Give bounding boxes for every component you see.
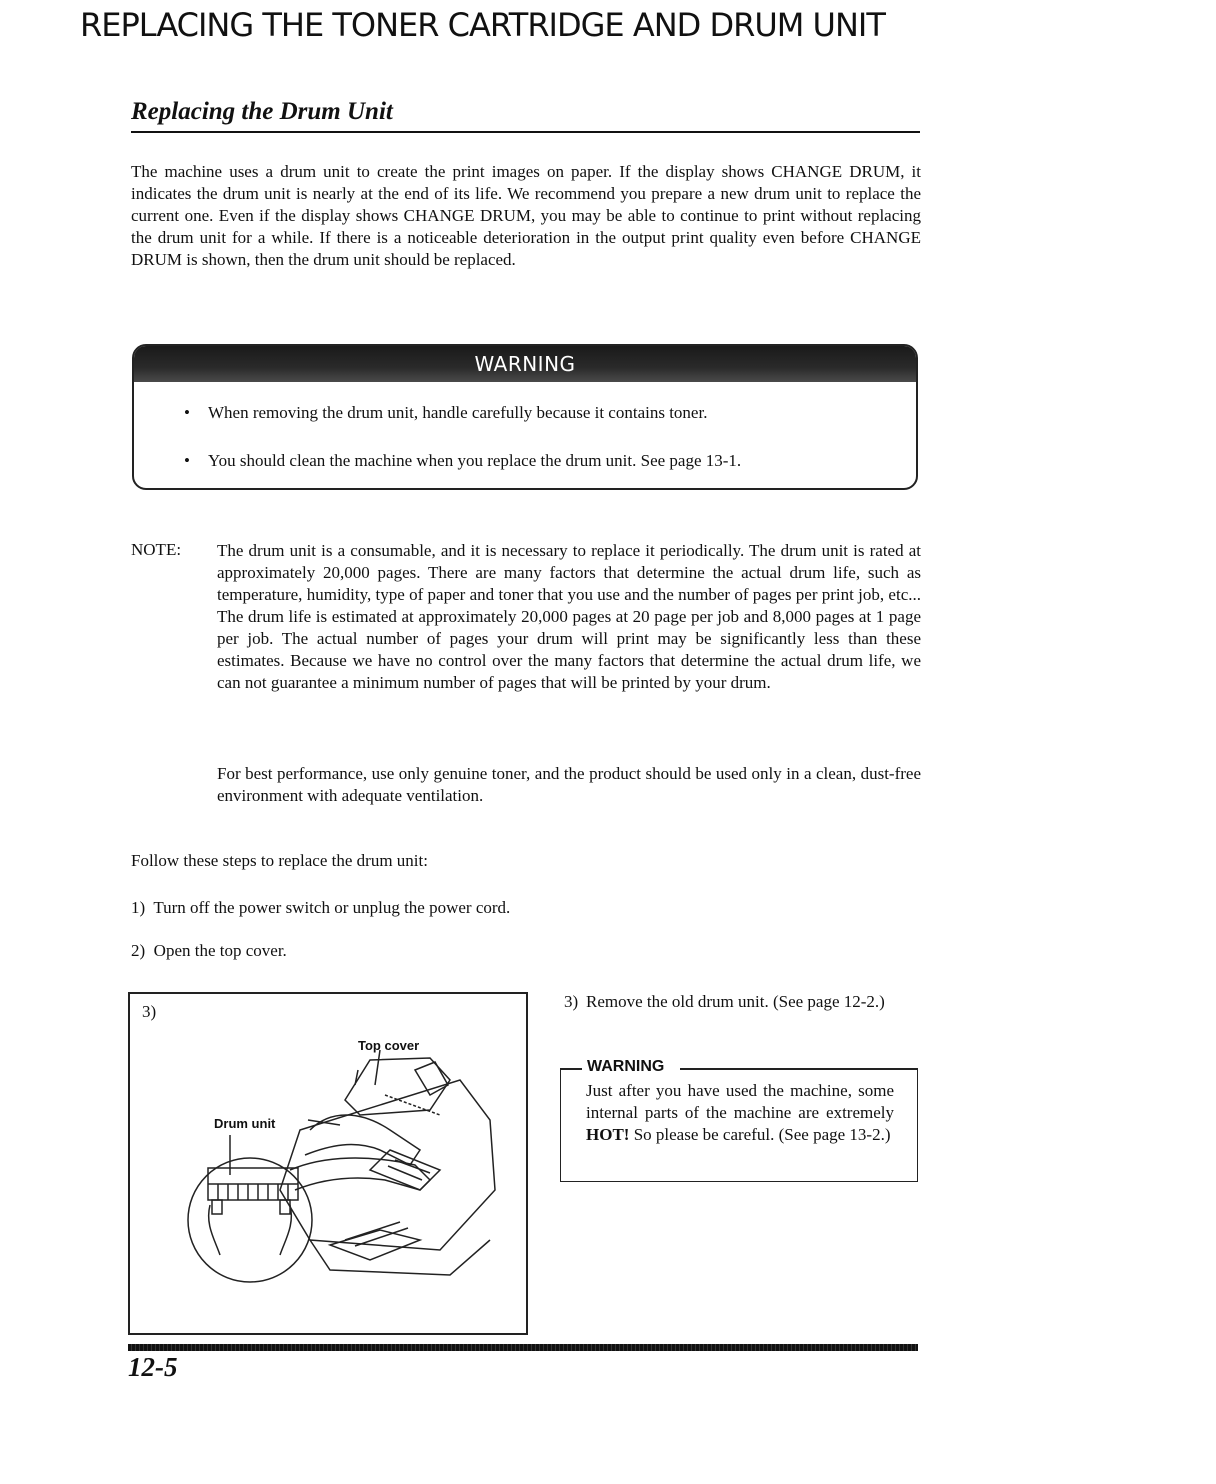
warning-item: • When removing the drum unit, handle carefully because it contains toner. (184, 403, 708, 422)
bullet-icon: • (184, 451, 190, 470)
step-3 (564, 991, 920, 1013)
step-3-number: 3) (564, 992, 579, 1011)
note-paragraph-2: For best performance, use only genuine toner, and the product should be used only in a clean, dust-free environment with adequate ventilation. (217, 764, 921, 805)
hot-warning-border (680, 1068, 918, 1070)
hot-warning-title: WARNING (587, 1058, 665, 1075)
warning-box (132, 344, 918, 490)
bullet-icon: • (184, 403, 190, 422)
drum-removal-illustration (130, 1040, 520, 1290)
step-3-text: Remove the old drum unit. (See page 12-2.) (586, 992, 885, 1011)
note-label: NOTE: (131, 540, 182, 559)
step-2: 2) Open the top cover. (131, 941, 287, 960)
warning-item: • You should clean the machine when you replace the drum unit. See page 13-1. (184, 451, 742, 470)
intro-paragraph: The machine uses a drum unit to create the print images on paper. If the display shows CHANGE DRUM, it indicates the drum unit is nearly at the end of its life. We recommend you prepare a new drum unit to replace the current one. Even if the display shows CHANGE DRUM, you may be able to continue to print without replacing the drum unit for a while. If there is a noticeable deterioration in the output print quality even before CHANGE DRUM is shown, then the drum unit should be replaced. (131, 162, 921, 269)
note-paragraph-1: The drum unit is a consumable, and it is necessary to replace it periodically. The drum unit is rated at approximately 20,000 pages. There are many factors that determine the actual drum life, such as temperature, humidity, type of paper and toner that you use and the number of pages per print job, etc... The drum life is estimated at approximately 20,000 pages at 20 page per job and 8,000 pages at 1 page per job. The actual number of pages your drum will print may be significantly less than these estimates. Because we have no control over the many factors that determine the actual drum life, we can not guarantee a minimum number of pages that will be printed by your drum. (217, 541, 921, 692)
footer-rule (128, 1344, 918, 1351)
warning-label: WARNING (474, 352, 576, 376)
warning-header-bar (134, 346, 916, 382)
figure-number: 3) (142, 1002, 157, 1021)
section-divider (131, 131, 920, 133)
step-1: 1) Turn off the power switch or unplug the power cord. (131, 898, 511, 917)
page-number: 12-5 (128, 1352, 178, 1382)
top-cover-label: Top cover (358, 1038, 420, 1053)
steps-intro: Follow these steps to replace the drum unit: (131, 851, 428, 870)
hot-warning-text: Just after you have used the machine, some internal parts of the machine are extremely HOT! So please be careful. (See page 13-2.) (586, 1081, 894, 1144)
section-title: Replacing the Drum Unit (131, 98, 393, 125)
hot-warning-border (560, 1068, 582, 1070)
warning-list (184, 402, 904, 490)
page-title: REPLACING THE TONER CARTRIDGE AND DRUM UNIT (80, 6, 885, 44)
drum-unit-label: Drum unit (214, 1116, 276, 1131)
